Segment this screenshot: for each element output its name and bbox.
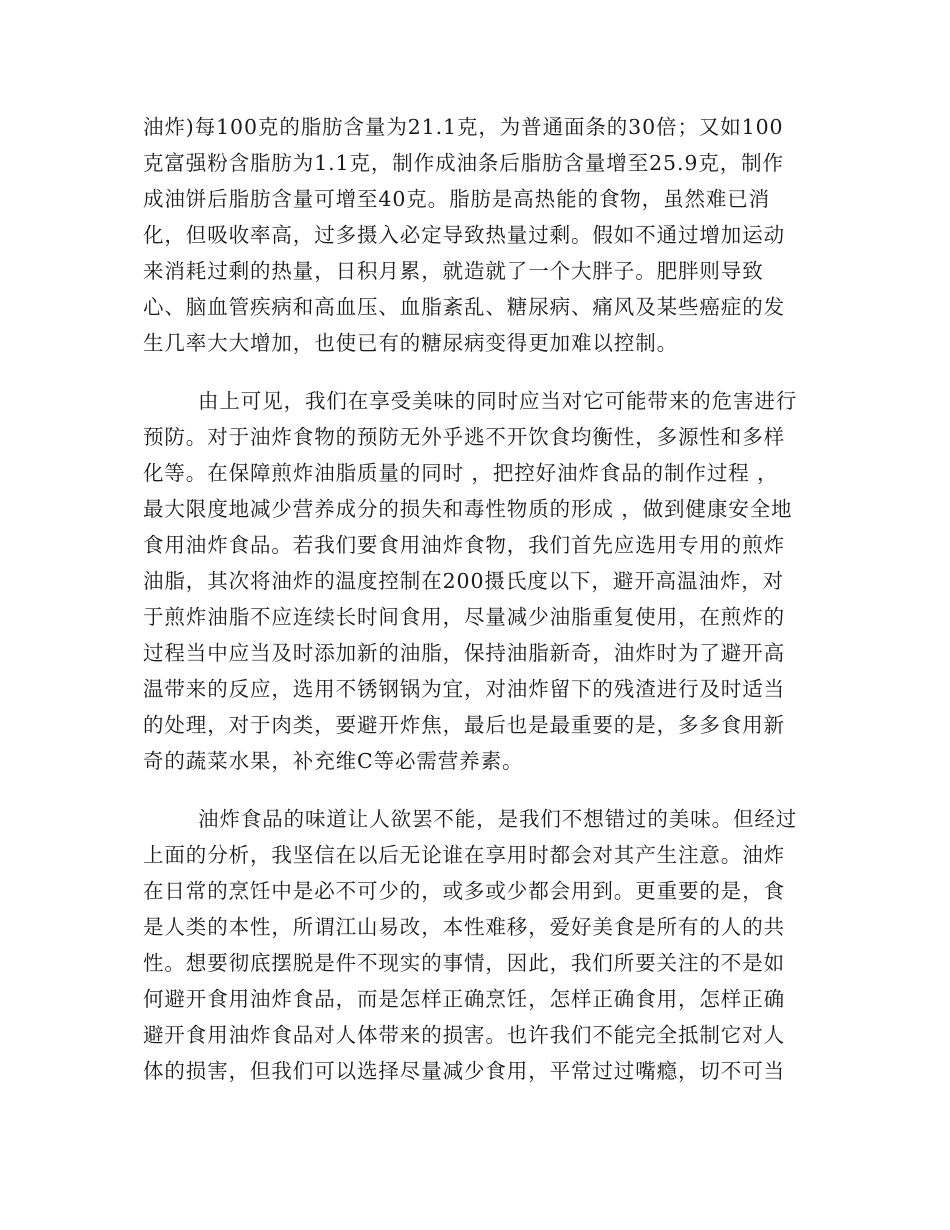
text-line: 性。想要彻底摆脱是件不现实的事情，因此，我们所要关注的不是如 [143, 951, 785, 975]
text-line: 生几率大大增加，也使已有的糖尿病变得更加难以控制。 [143, 331, 678, 355]
text-line: 的处理，对于肉类，要避开炸焦，最后也是最重要的是，多多食用新 [143, 713, 785, 737]
text-line: 油脂，其次将油炸的温度控制在200摄氏度以下，避开高温油炸，对 [143, 569, 785, 593]
text-line: 避开食用油炸食品对人体带来的损害。也许我们不能完全抵制它对人 [143, 1023, 785, 1047]
text-line: 于煎炸油脂不应连续长时间食用，尽量减少油脂重复使用，在煎炸的 [143, 605, 785, 629]
text-line: 上面的分析，我坚信在以后无论谁在享用时都会对其产生注意。油炸 [143, 843, 785, 867]
text-line: 过程当中应当及时添加新的油脂，保持油脂新奇，油炸时为了避开高 [143, 641, 785, 665]
text-line: 奇的蔬菜水果，补充维C等必需营养素。 [143, 749, 524, 773]
text-line: 心、脑血管疾病和高血压、血脂紊乱、糖尿病、痛风及某些癌症的发 [143, 295, 785, 319]
text-line: 温带来的反应，选用不锈钢锅为宜，对油炸留下的残渣进行及时适当 [143, 677, 785, 701]
text-line: 成油饼后脂肪含量可增至40克。脂肪是高热能的食物，虽然难已消 [143, 187, 771, 211]
text-line: 最大限度地减少营养成分的损失和毒性物质的形成 ，做到健康安全地 [143, 497, 793, 521]
text-line: 预防。对于油炸食物的预防无外乎逃不开饮食均衡性，多源性和多样 [143, 425, 785, 449]
text-line: 化等。在保障煎炸油脂质量的同时 ，把控好油炸食品的制作过程 ， [143, 461, 779, 485]
text-line: 在日常的烹饪中是必不可少的，或多或少都会用到。更重要的是，食 [143, 879, 785, 903]
text-line: 何避开食用油炸食品，而是怎样正确烹饪，怎样正确食用，怎样正确 [143, 987, 785, 1011]
text-line: 油炸食品的味道让人欲罢不能，是我们不想错过的美味。但经过 [198, 807, 798, 831]
text-line: 食用油炸食品。若我们要食用油炸食物，我们首先应选用专用的煎炸 [143, 533, 785, 557]
text-line: 体的损害，但我们可以选择尽量减少食用，平常过过嘴瘾，切不可当 [143, 1059, 785, 1083]
text-line: 是人类的本性，所谓江山易改，本性难移，爱好美食是所有的人的共 [143, 915, 785, 939]
text-line: 由上可见，我们在享受美味的同时应当对它可能带来的危害进行 [198, 389, 798, 413]
text-line: 来消耗过剩的热量，日积月累，就造就了一个大胖子。肥胖则导致 [143, 259, 764, 283]
text-line: 油炸)每100克的脂肪含量为21.1克，为普通面条的30倍；又如100 [143, 115, 784, 139]
text-line: 化，但吸收率高，过多摄入必定导致热量过剩。假如不通过增加运动 [143, 223, 785, 247]
text-line: 克富强粉含脂肪为1.1克，制作成油条后脂肪含量增至25.9克，制作 [143, 151, 784, 175]
